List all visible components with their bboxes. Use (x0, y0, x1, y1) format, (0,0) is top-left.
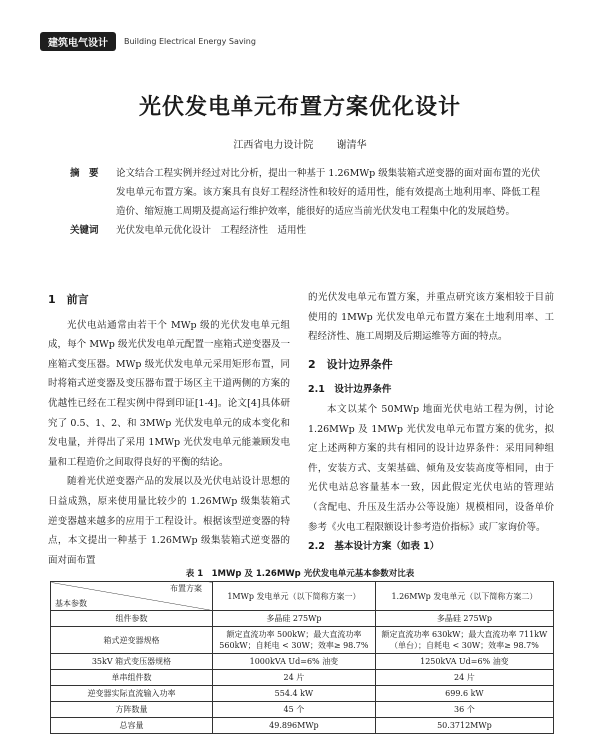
header-scheme-a: 1MWp 发电单元（以下简称方案一） (213, 582, 376, 611)
row-value-a: 1000kVA Ud=6% 油变 (213, 654, 376, 670)
continued-paragraph: 的光伏发电单元布置方案，并重点研究该方案相较于目前使用的 1MWp 光伏发电单元布置方案在土地利用率、工程经济性、施工周期及后期运维等方面的特点。 (308, 292, 554, 343)
author-line (0, 136, 600, 151)
table-row (51, 627, 554, 654)
section1-heading: 1 前言 (48, 293, 89, 306)
table-row (51, 611, 554, 627)
row-label: 总容量 (51, 718, 213, 734)
row-value-b: 50.3712MWp (375, 718, 553, 734)
table-header-row (51, 582, 554, 611)
table-row (51, 670, 554, 686)
column-badge: 建筑电气设计 (40, 32, 116, 51)
keywords-text: 光伏发电单元优化设计 工程经济性 适用性 (116, 225, 307, 236)
row-value-a: 24 片 (213, 670, 376, 686)
journal-header (40, 32, 256, 50)
header-scheme-b: 1.26MWp 发电单元（以下简称方案二） (375, 582, 553, 611)
keywords-label: 关键词 (70, 225, 99, 236)
subsection-2-1-heading: 2.1 设计边界条件 (308, 384, 392, 396)
row-label: 35kV 箱式变压器规格 (51, 654, 213, 670)
comparison-table (50, 581, 554, 734)
table-row (51, 718, 554, 734)
row-label: 箱式逆变器规格 (51, 627, 213, 654)
section2-heading: 2 设计边界条件 (308, 357, 393, 371)
corner-top-label: 布置方案 (170, 584, 202, 593)
row-value-a: 554.4 kW (213, 686, 376, 702)
subsection-2-1-paragraph: 本文以某个 50MWp 地面光伏电站工程为例，讨论 1.26MWp 及 1MWp 光伏发电单元布置方案的优劣，拟定上述两种方案的共有相同的设计边界条件：采用同种组件，安装方式、支架基础、倾角及安装高度等相同，由于光伏电站总容量基本一致，因此假定光伏电站的管理站（含配电、升压及生活办公等设施）规模相同，设备单价参考《火电工程限额设计参考造价指标》或厂家询价等。 (308, 403, 554, 533)
row-value-b: 36 个 (375, 702, 553, 718)
page-title: 光伏发电单元布置方案优化设计 (138, 95, 461, 120)
row-label: 逆变器实际直流输入功率 (51, 686, 213, 702)
row-value-a: 45 个 (213, 702, 376, 718)
row-value-a: 额定直流功率 500kW；最大直流功率 560kW；自耗电 < 30W；效率≥ 98.7% (213, 627, 376, 654)
table-caption: 表 1 1MWp 及 1.26MWp 光伏发电单元基本参数对比表 (185, 569, 415, 579)
right-column (308, 288, 554, 557)
row-value-a: 49.896MWp (213, 718, 376, 734)
table-corner-cell (51, 582, 213, 611)
row-value-a: 多晶硅 275Wp (213, 611, 376, 627)
section1-paragraph-2: 随着光伏逆变器产品的发展以及光伏电站设计思想的日益成熟，原来使用量比较少的 1.26MWp 级集装箱式逆变器越来越多的应用于工程设计。根据该型逆变器的特点，本文提出一种基于 1.26MWp 级集装箱式逆变器的面对面布置 (48, 476, 290, 566)
abstract-label: 摘 要 (70, 168, 99, 179)
row-value-b: 额定直流功率 630kW；最大直流功率 711kW（单台）；自耗电 < 30W；效率≥ 98.7% (375, 627, 553, 654)
table-row (51, 702, 554, 718)
row-value-b: 1250kVA Ud=6% 油变 (375, 654, 553, 670)
row-label: 单串组件数 (51, 670, 213, 686)
row-value-b: 多晶硅 275Wp (375, 611, 553, 627)
table-row (51, 654, 554, 670)
author-org: 江西省电力设计院 (233, 140, 314, 151)
row-label: 方阵数量 (51, 702, 213, 718)
table-row (51, 686, 554, 702)
subsection-2-2-heading: 2.2 基本设计方案（如表 1） (308, 541, 440, 553)
row-value-b: 24 片 (375, 670, 553, 686)
row-label: 组件参数 (51, 611, 213, 627)
section1-paragraph-1: 光伏电站通常由若干个 MWp 级的光伏发电单元组成，每个 MWp 级光伏发电单元配置一座箱式逆变器及一座箱式变压器。MWp 级光伏发电单元采用矩形布置，同时将箱式逆变器及变压器布置于场区主干道两侧的方案的优越性已经在工程实例中得到印证[1-4]。论文[4]具体研究了 0.5、1、2、和 3MWp 光伏发电单元的成本变化和发电量，并得出了采用 1MWp 光伏发电单元能兼顾发电量和工程造价之间取得良好的平衡的结论。 (48, 319, 290, 468)
abstract-block (70, 164, 540, 240)
corner-bottom-label: 基本参数 (55, 599, 87, 608)
row-value-b: 699.6 kW (375, 686, 553, 702)
left-column (48, 290, 290, 570)
journal-name: Building Electrical Energy Saving (124, 36, 256, 46)
abstract-text: 论文结合工程实例并经过对比分析，提出一种基于 1.26MWp 级集装箱式逆变器的面对面布置的光伏发电单元布置方案。该方案具有良好工程经济性和较好的适用性，能有效提高土地利用率、降低工程造价、缩短施工周期及提高运行维护效率，能很好的适应当前光伏发电工程集中化的发展趋势。 (116, 168, 540, 217)
author-name: 谢清华 (336, 140, 367, 151)
